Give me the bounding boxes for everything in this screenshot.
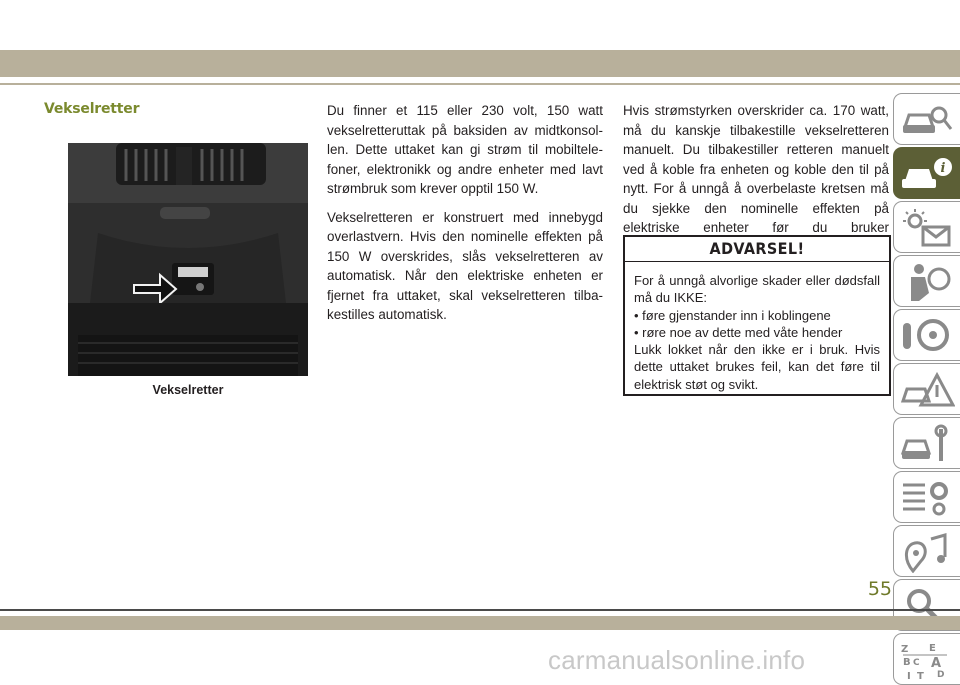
car-search-icon: [899, 99, 955, 141]
section-title: Vekselretter: [44, 101, 140, 117]
warning-line: For å unngå alvorlige skader eller dødsfall må du IKKE:: [634, 273, 880, 306]
paragraph: Du finner et 115 eller 230 volt, 150 watt vekselretteruttak på baksiden av midtkonsol-len. Dette uttaket kan gi strøm til mobiltele-foner, elektronikk og andre enheter med lavt strømbruk som krever opptil 150 W.: [327, 103, 603, 196]
footer-band: [0, 616, 960, 630]
tab-multimedia[interactable]: [893, 525, 960, 577]
warning-box: [623, 235, 891, 396]
tab-specifications[interactable]: [893, 471, 960, 523]
tab-service[interactable]: [893, 417, 960, 469]
photo-caption: Vekselretter: [152, 383, 224, 397]
car-hazard-icon: [899, 369, 955, 411]
index-letter: T: [917, 671, 924, 681]
inverter-photo: [68, 143, 308, 376]
steering-start-icon: [899, 315, 955, 357]
tab-car-info[interactable]: [893, 147, 960, 199]
specifications-icon: [899, 477, 955, 519]
header-rule: [0, 83, 960, 85]
index-letter: Z: [901, 644, 909, 655]
warning-line: Lukk lokket når den ikke er i bruk. Hvis dette uttaket brukes feil, kan det føre til elektrisk støt og svikt.: [634, 342, 880, 392]
footer-rule: [0, 609, 960, 611]
svg-text:i: i: [940, 161, 946, 176]
tab-warning-lights[interactable]: [893, 201, 960, 253]
airbag-seat-icon: [899, 261, 955, 303]
header-band: [0, 50, 960, 77]
index-letter: D: [937, 670, 945, 680]
index-letter: A: [931, 656, 942, 671]
warning-bullet: • røre noe av dette med våte hender: [634, 324, 843, 340]
tab-safety[interactable]: [893, 255, 960, 307]
car-info-icon: [899, 153, 955, 195]
warning-light-icon: [899, 207, 955, 249]
watermark: carmanualsonline.info: [548, 645, 806, 675]
paragraph: Hvis strømstyrken overskrider ca. 170 watt, må du kanskje tilbakestille vekselretteren manuelt. Du tilbakestiller retteren manuelt ved å koble fra enheten og koble den til på nytt. For å unngå å overbelaste kretsen må du sjekke den nominelle effekten på elektriske enheter før du bruker: [623, 103, 889, 235]
index-letter: E: [929, 643, 936, 654]
tab-emergency[interactable]: [893, 363, 960, 415]
index-letter: C: [913, 658, 920, 668]
body-column-1: [327, 101, 603, 334]
warning-bullet: • føre gjenstander inn i koblingene: [634, 307, 831, 323]
tab-starting-driving[interactable]: [893, 309, 960, 361]
index-letter: I: [907, 671, 911, 681]
paragraph: Vekselretteren er konstruert med innebygd overlastvern. Hvis den nominelle effekten på 150 W overskrides, slås vekselretteren av automatisk. Når den elektriske enheten er fjernet fra uttaket, skal vekselretteren tilba-kestilles automatisk.: [327, 209, 603, 322]
tab-index[interactable]: [893, 633, 960, 685]
index-alphabet-icon: [899, 639, 955, 681]
index-letter: B: [903, 657, 911, 668]
warning-heading: ADVARSEL!: [625, 237, 889, 262]
tab-car-search[interactable]: [893, 93, 960, 145]
multimedia-icon: [899, 531, 955, 573]
car-service-icon: [899, 423, 955, 465]
page-number: 55: [867, 578, 892, 600]
